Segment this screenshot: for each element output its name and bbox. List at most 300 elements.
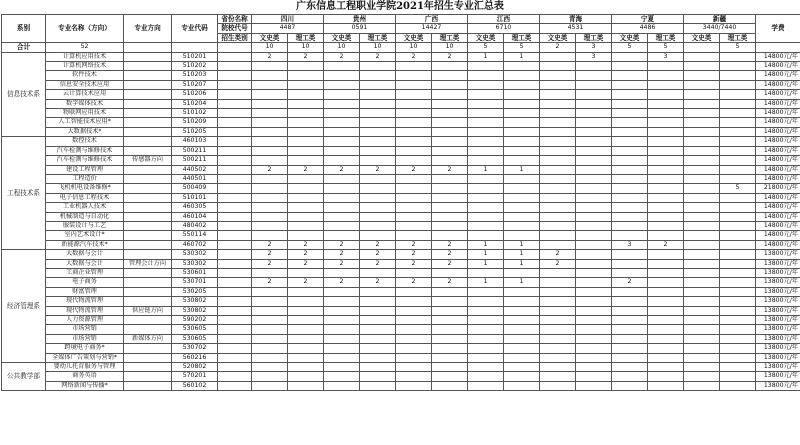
quota-value: 3 — [648, 52, 684, 61]
quota-value — [360, 344, 396, 353]
major-direction — [124, 287, 172, 296]
quota-value — [252, 344, 288, 353]
quota-value — [648, 109, 684, 118]
quota-value: 2 — [396, 52, 432, 61]
empty-cell — [218, 259, 252, 268]
quota-value — [432, 99, 468, 108]
quota-value — [720, 156, 756, 165]
quota-value — [648, 146, 684, 155]
quota-value: 2 — [324, 250, 360, 259]
major-name: 电子商务 — [46, 278, 124, 287]
subject-science: 理工类 — [504, 33, 540, 42]
quota-value — [612, 99, 648, 108]
quota-value — [612, 146, 648, 155]
quota-value — [684, 297, 720, 306]
quota-value — [252, 146, 288, 155]
quota-value — [288, 156, 324, 165]
quota-value — [612, 156, 648, 165]
quota-value — [720, 306, 756, 315]
quota-value — [252, 137, 288, 146]
quota-value — [288, 203, 324, 212]
quota-value — [684, 240, 720, 249]
major-direction — [124, 325, 172, 334]
major-name: 数控技术 — [46, 137, 124, 146]
tuition-fee: 13800元/年 — [756, 306, 800, 315]
quota-value — [252, 268, 288, 277]
header-dept: 系别 — [2, 15, 46, 43]
quota-value — [504, 334, 540, 343]
quota-value: 2 — [324, 278, 360, 287]
quota-value — [324, 344, 360, 353]
quota-value — [684, 381, 720, 390]
quota-value — [324, 174, 360, 183]
empty-cell — [218, 109, 252, 118]
quota-value — [432, 372, 468, 381]
header-direction: 专业方向 — [124, 15, 172, 43]
dept-name: 工程技术系 — [2, 137, 46, 250]
quota-value — [684, 62, 720, 71]
quota-value — [720, 174, 756, 183]
tuition-fee: 13800元/年 — [756, 287, 800, 296]
quota-value — [612, 381, 648, 390]
tuition-fee: 14800元/年 — [756, 156, 800, 165]
quota-value — [576, 372, 612, 381]
quota-value — [612, 353, 648, 362]
quota-value — [396, 80, 432, 89]
quota-value — [468, 325, 504, 334]
quota-value — [468, 90, 504, 99]
major-direction — [124, 344, 172, 353]
table-row — [2, 127, 800, 136]
table-row — [2, 165, 800, 174]
quota-value — [252, 316, 288, 325]
quota-value — [360, 325, 396, 334]
quota-value — [612, 52, 648, 61]
tuition-fee: 14800元/年 — [756, 71, 800, 80]
quota-value — [720, 109, 756, 118]
quota-value — [576, 353, 612, 362]
quota-value — [612, 268, 648, 277]
quota-value — [360, 184, 396, 193]
quota-value — [252, 156, 288, 165]
quota-value — [324, 268, 360, 277]
major-direction — [124, 221, 172, 230]
quota-value — [576, 268, 612, 277]
table-row — [2, 71, 800, 80]
quota-value — [648, 184, 684, 193]
quota-value — [648, 268, 684, 277]
quota-value — [504, 90, 540, 99]
major-direction — [124, 118, 172, 127]
tuition-fee: 14800元/年 — [756, 193, 800, 202]
major-direction — [124, 231, 172, 240]
quota-value — [612, 118, 648, 127]
quota-value — [540, 231, 576, 240]
quota-value — [576, 184, 612, 193]
quota-value — [540, 353, 576, 362]
quota-value — [288, 268, 324, 277]
quota-value — [504, 146, 540, 155]
table-row — [2, 353, 800, 362]
major-code: 530605 — [172, 325, 218, 334]
province-name: 广西 — [396, 15, 468, 24]
quota-value — [432, 231, 468, 240]
major-name: 大数据与会计 — [46, 250, 124, 259]
major-name: 服装设计与工艺 — [46, 221, 124, 230]
quota-value — [360, 231, 396, 240]
quota-value: 2 — [360, 240, 396, 249]
quota-value — [360, 109, 396, 118]
tuition-fee: 14800元/年 — [756, 231, 800, 240]
major-direction — [124, 127, 172, 136]
quota-value — [360, 71, 396, 80]
table-row — [2, 109, 800, 118]
quota-value — [684, 316, 720, 325]
empty-cell — [218, 268, 252, 277]
total-value: 5 — [720, 43, 756, 52]
quota-value — [396, 193, 432, 202]
quota-value — [576, 137, 612, 146]
quota-value: 2 — [432, 250, 468, 259]
quota-value — [612, 90, 648, 99]
quota-value — [504, 137, 540, 146]
quota-value — [576, 306, 612, 315]
quota-value — [288, 287, 324, 296]
empty-cell — [218, 325, 252, 334]
quota-value — [504, 62, 540, 71]
quota-value — [576, 212, 612, 221]
major-direction — [124, 212, 172, 221]
table-row — [2, 316, 800, 325]
quota-value — [504, 363, 540, 372]
quota-value — [540, 52, 576, 61]
major-code: 510207 — [172, 80, 218, 89]
quota-value — [504, 344, 540, 353]
quota-value — [288, 297, 324, 306]
quota-value — [432, 71, 468, 80]
header-code: 专业代码 — [172, 15, 218, 43]
quota-value — [324, 353, 360, 362]
empty-cell — [218, 278, 252, 287]
major-name: 婴幼儿托育服务与管理 — [46, 363, 124, 372]
province-name: 新疆 — [684, 15, 756, 24]
tuition-fee: 14800元/年 — [756, 127, 800, 136]
total-value: 10 — [432, 43, 468, 52]
quota-value — [576, 334, 612, 343]
quota-value — [396, 297, 432, 306]
major-code: 440501 — [172, 174, 218, 183]
quota-value — [252, 287, 288, 296]
quota-value — [576, 118, 612, 127]
quota-value — [504, 156, 540, 165]
quota-value — [288, 325, 324, 334]
quota-value — [360, 334, 396, 343]
quota-value — [432, 316, 468, 325]
major-name: 工程造价 — [46, 174, 124, 183]
quota-value — [684, 118, 720, 127]
major-code: 510209 — [172, 118, 218, 127]
quota-value — [360, 118, 396, 127]
quota-value: 2 — [324, 52, 360, 61]
major-name: 现代物流管理 — [46, 297, 124, 306]
school-code: 0591 — [324, 24, 396, 33]
quota-value — [396, 372, 432, 381]
table-row — [2, 278, 800, 287]
quota-value — [612, 212, 648, 221]
quota-value — [324, 90, 360, 99]
quota-value: 2 — [396, 278, 432, 287]
quota-value — [288, 363, 324, 372]
major-direction — [124, 250, 172, 259]
quota-value — [288, 334, 324, 343]
major-code: 440502 — [172, 165, 218, 174]
quota-value — [576, 203, 612, 212]
quota-value — [360, 381, 396, 390]
table-row — [2, 268, 800, 277]
quota-value — [720, 99, 756, 108]
header-enroll-type: 招生类别 — [218, 33, 252, 42]
quota-value — [360, 363, 396, 372]
empty-cell — [218, 306, 252, 315]
quota-value — [648, 80, 684, 89]
major-direction — [124, 268, 172, 277]
major-code: 530601 — [172, 268, 218, 277]
empty-cell — [218, 250, 252, 259]
quota-value — [684, 52, 720, 61]
quota-value — [432, 344, 468, 353]
quota-value — [540, 193, 576, 202]
quota-value — [576, 278, 612, 287]
total-value: 10 — [324, 43, 360, 52]
quota-value — [648, 127, 684, 136]
quota-value — [432, 334, 468, 343]
quota-value — [540, 363, 576, 372]
subject-arts: 文史类 — [396, 33, 432, 42]
major-direction — [124, 99, 172, 108]
major-direction — [124, 297, 172, 306]
major-direction — [124, 146, 172, 155]
empty-cell — [218, 127, 252, 136]
major-code: 510206 — [172, 90, 218, 99]
empty-cell — [218, 71, 252, 80]
major-code: 500211 — [172, 156, 218, 165]
quota-value — [396, 353, 432, 362]
quota-value — [720, 353, 756, 362]
empty-cell — [218, 52, 252, 61]
quota-value — [324, 363, 360, 372]
quota-value — [612, 127, 648, 136]
quota-value — [612, 80, 648, 89]
quota-value — [540, 240, 576, 249]
quota-value — [360, 156, 396, 165]
major-name: 全媒体广告策划与营销* — [46, 353, 124, 362]
quota-value: 2 — [252, 52, 288, 61]
quota-value — [252, 109, 288, 118]
quota-value: 2 — [252, 259, 288, 268]
major-code: 500211 — [172, 146, 218, 155]
quota-value — [324, 71, 360, 80]
quota-value — [648, 99, 684, 108]
quota-value — [648, 381, 684, 390]
quota-value — [540, 156, 576, 165]
quota-value: 2 — [288, 52, 324, 61]
quota-value — [720, 334, 756, 343]
major-direction: 供应链方向 — [124, 306, 172, 315]
quota-value — [540, 203, 576, 212]
quota-value — [648, 334, 684, 343]
tuition-fee: 13800元/年 — [756, 372, 800, 381]
major-code: 510102 — [172, 109, 218, 118]
quota-value — [504, 99, 540, 108]
quota-value — [252, 306, 288, 315]
tuition-fee: 14800元/年 — [756, 137, 800, 146]
quota-value — [648, 278, 684, 287]
quota-value — [720, 165, 756, 174]
page-title: 广东信息工程职业学院2021年招生专业汇总表 — [296, 1, 504, 12]
empty-cell — [218, 363, 252, 372]
table-row — [2, 156, 800, 165]
quota-value — [396, 268, 432, 277]
quota-value — [576, 174, 612, 183]
empty-cell — [218, 287, 252, 296]
quota-value — [540, 127, 576, 136]
quota-value — [612, 259, 648, 268]
quota-value — [252, 372, 288, 381]
quota-value — [648, 71, 684, 80]
quota-value: 2 — [432, 240, 468, 249]
quota-value — [468, 353, 504, 362]
empty-cell — [218, 174, 252, 183]
major-name: 软件技术 — [46, 71, 124, 80]
quota-value — [576, 109, 612, 118]
quota-value — [720, 221, 756, 230]
major-code: 530702 — [172, 344, 218, 353]
major-direction — [124, 165, 172, 174]
quota-value — [612, 250, 648, 259]
major-code: 530802 — [172, 306, 218, 315]
quota-value — [684, 278, 720, 287]
quota-value — [324, 118, 360, 127]
major-code: 590202 — [172, 316, 218, 325]
quota-value — [396, 137, 432, 146]
quota-value — [432, 146, 468, 155]
quota-value — [648, 231, 684, 240]
quota-value — [720, 212, 756, 221]
quota-value — [324, 109, 360, 118]
quota-value — [288, 137, 324, 146]
table-row — [2, 381, 800, 390]
quota-value — [324, 127, 360, 136]
quota-value — [396, 334, 432, 343]
major-code: 530701 — [172, 278, 218, 287]
quota-value — [504, 118, 540, 127]
quota-value — [324, 334, 360, 343]
table-row — [2, 193, 800, 202]
school-code: 4487 — [252, 24, 324, 33]
quota-value: 2 — [612, 278, 648, 287]
tuition-fee: 13800元/年 — [756, 353, 800, 362]
quota-value — [468, 174, 504, 183]
quota-value — [540, 90, 576, 99]
major-direction — [124, 184, 172, 193]
quota-value — [468, 99, 504, 108]
dept-name: 信息技术系 — [2, 52, 46, 137]
tuition-fee: 13800元/年 — [756, 325, 800, 334]
quota-value — [720, 90, 756, 99]
quota-value — [252, 297, 288, 306]
quota-value: 2 — [396, 165, 432, 174]
tuition-fee: 13800元/年 — [756, 259, 800, 268]
table-row — [2, 80, 800, 89]
quota-value — [324, 156, 360, 165]
quota-value — [324, 193, 360, 202]
quota-value — [396, 344, 432, 353]
table-row — [2, 221, 800, 230]
quota-value: 2 — [324, 165, 360, 174]
quota-value — [576, 90, 612, 99]
empty-cell — [218, 334, 252, 343]
major-direction — [124, 203, 172, 212]
quota-value — [432, 137, 468, 146]
empty-cell — [218, 90, 252, 99]
quota-value — [432, 118, 468, 127]
quota-value — [504, 381, 540, 390]
quota-value — [288, 127, 324, 136]
quota-value — [288, 146, 324, 155]
quota-value — [396, 174, 432, 183]
quota-value: 2 — [360, 165, 396, 174]
empty-cell — [218, 99, 252, 108]
quota-value — [540, 221, 576, 230]
quota-value — [720, 344, 756, 353]
quota-value — [648, 316, 684, 325]
quota-value: 3 — [576, 52, 612, 61]
empty-cell — [218, 156, 252, 165]
tuition-fee: 14800元/年 — [756, 109, 800, 118]
total-value: 5 — [612, 43, 648, 52]
quota-value: 2 — [288, 165, 324, 174]
quota-value: 2 — [396, 259, 432, 268]
quota-value: 2 — [540, 259, 576, 268]
major-name: 计算机网络技术 — [46, 62, 124, 71]
quota-value: 1 — [468, 250, 504, 259]
tuition-fee: 13800元/年 — [756, 316, 800, 325]
quota-value — [720, 278, 756, 287]
quota-value — [504, 287, 540, 296]
table-row — [2, 90, 800, 99]
empty-cell — [218, 372, 252, 381]
province-name: 贵州 — [324, 15, 396, 24]
quota-value — [540, 99, 576, 108]
quota-value — [468, 212, 504, 221]
quota-value — [540, 146, 576, 155]
quota-value — [360, 221, 396, 230]
major-code: 510203 — [172, 71, 218, 80]
quota-value — [396, 127, 432, 136]
quota-value — [468, 127, 504, 136]
quota-value: 2 — [252, 250, 288, 259]
major-name: 数字媒体技术 — [46, 99, 124, 108]
quota-value — [252, 118, 288, 127]
major-direction — [124, 80, 172, 89]
empty-cell — [218, 184, 252, 193]
quota-value — [576, 259, 612, 268]
quota-value: 2 — [360, 259, 396, 268]
quota-value — [468, 109, 504, 118]
major-direction — [124, 137, 172, 146]
quota-value — [540, 137, 576, 146]
tuition-fee: 14800元/年 — [756, 99, 800, 108]
